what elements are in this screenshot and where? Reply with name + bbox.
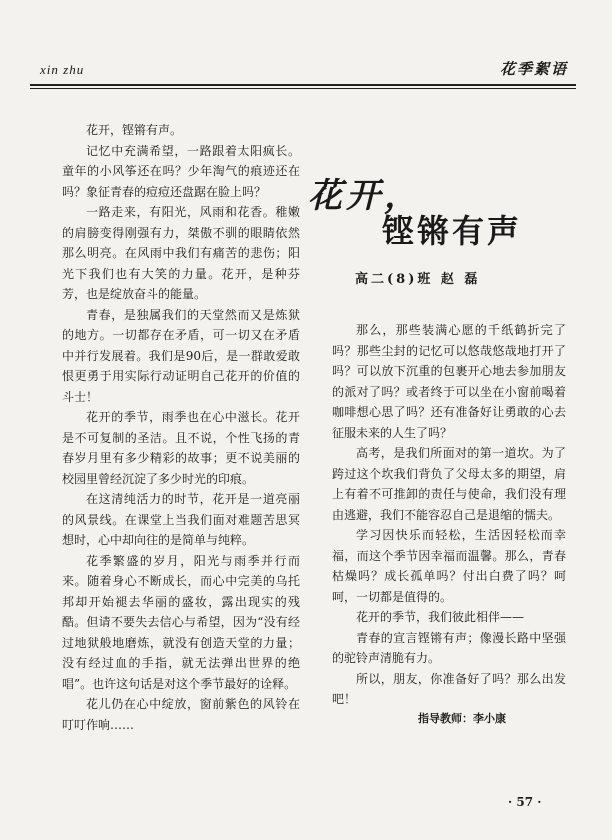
header-section-label: xin zhu: [40, 62, 85, 77]
paragraph: 花开的季节，雨季也在心中滋长。花开是不可复制的圣洁。且不说，个性飞扬的青春岁月里有多少精彩的故事；更不说美丽的校园里曾经沉淀了多少时光的印痕。: [62, 410, 300, 486]
paragraph: 青春，是独属我们的天堂然而又是炼狱的地方。一切都存在矛盾，可一切又在矛盾中并行发展着。我们是90后，是一群敢爱敢恨更勇于用实际行动证明自己花开的价值的斗士！: [62, 307, 300, 404]
paragraph: 高考，是我们所面对的第一道坎。为了跨过这个坎我们背负了父母太多的期望，肩上有着不可推卸的责任与使命，我们没有理由逃避，我们不能容忍自己是退缩的懦夫。: [332, 446, 566, 522]
paragraph: 花开，铿锵有声。: [86, 123, 183, 137]
paragraph: 在这清纯活力的时节，花开是一道亮丽的风景线。在课堂上当我们面对难题苦思冥想时，心中却向往的是简单与纯粹。: [62, 492, 300, 547]
header-column-name: 花季絮语: [499, 60, 568, 78]
header-divider: [30, 84, 576, 86]
paragraph: 青春的宣言铿锵有声；像漫长路中坚强的驼铃声清脆有力。: [332, 630, 566, 665]
paragraph: 花季繁盛的岁月，阳光与雨季并行而来。随着身心不断成长，而心中完美的乌托邦却开始褪去华丽的盛妆，露出现实的残酷。但请不要失去信心与希望，因为“没有经过地狱般地磨炼，就没有创造天堂的力量；没有经过血的手指，就无法弹出世界的绝唱”。也许这句话是对这个季节最好的诠释。: [62, 553, 300, 691]
page-number: · 57 ·: [508, 795, 542, 809]
paragraph: 花儿仍在心中绽放，窗前紫色的风铃在叮叮作响……: [62, 697, 300, 732]
header-divider-thin: [30, 88, 576, 89]
left-column: [62, 120, 300, 735]
paragraph: 一路走来，有阳光，风雨和花香。稚嫩的肩膀变得刚强有力，桀傲不驯的眼睛依然那么明亮。在风雨中我们有痛苦的悲伤；阳光下我们也有大笑的力量。花开，是种芬芳，也是绽放奋斗的能量。: [62, 205, 300, 301]
paragraph: 所以，朋友，你准备好了吗？那么出发吧！: [332, 671, 566, 706]
article-title-line1: 花开，: [308, 176, 422, 216]
paragraph: 那么，那些装满心愿的千纸鹤折完了吗？那些尘封的记忆可以悠哉悠哉地打开了吗？可以放下沉重的包裹开心地去参加朋友的派对了吗？或者终于可以坐在小窗前喝着咖啡想心思了吗？还有准备好让勇敢的心去征服未来的人生了吗？: [332, 323, 566, 440]
paragraph: 学习因快乐而轻松，生活因轻松而幸福，而这个季节因幸福而温馨。那么，青春枯燥吗？成长孤单吗？付出白费了吗？呵呵，一切都是值得的。: [332, 528, 566, 604]
right-column: [332, 320, 566, 710]
article-title-line2: 铿锵有声: [382, 212, 523, 250]
author-byline: 高二(8)班 赵 磊: [355, 272, 481, 287]
paragraph: 记忆中充满希望，一路跟着太阳疯长。童年的小风筝还在吗？少年淘气的痕迹还在吗？象征青春的痘痘还盘踞在脸上吗？: [62, 143, 300, 199]
advisor-credit: 指导教师：李小康: [418, 712, 506, 725]
paragraph: 花开的季节，我们彼此相伴——: [356, 610, 525, 624]
